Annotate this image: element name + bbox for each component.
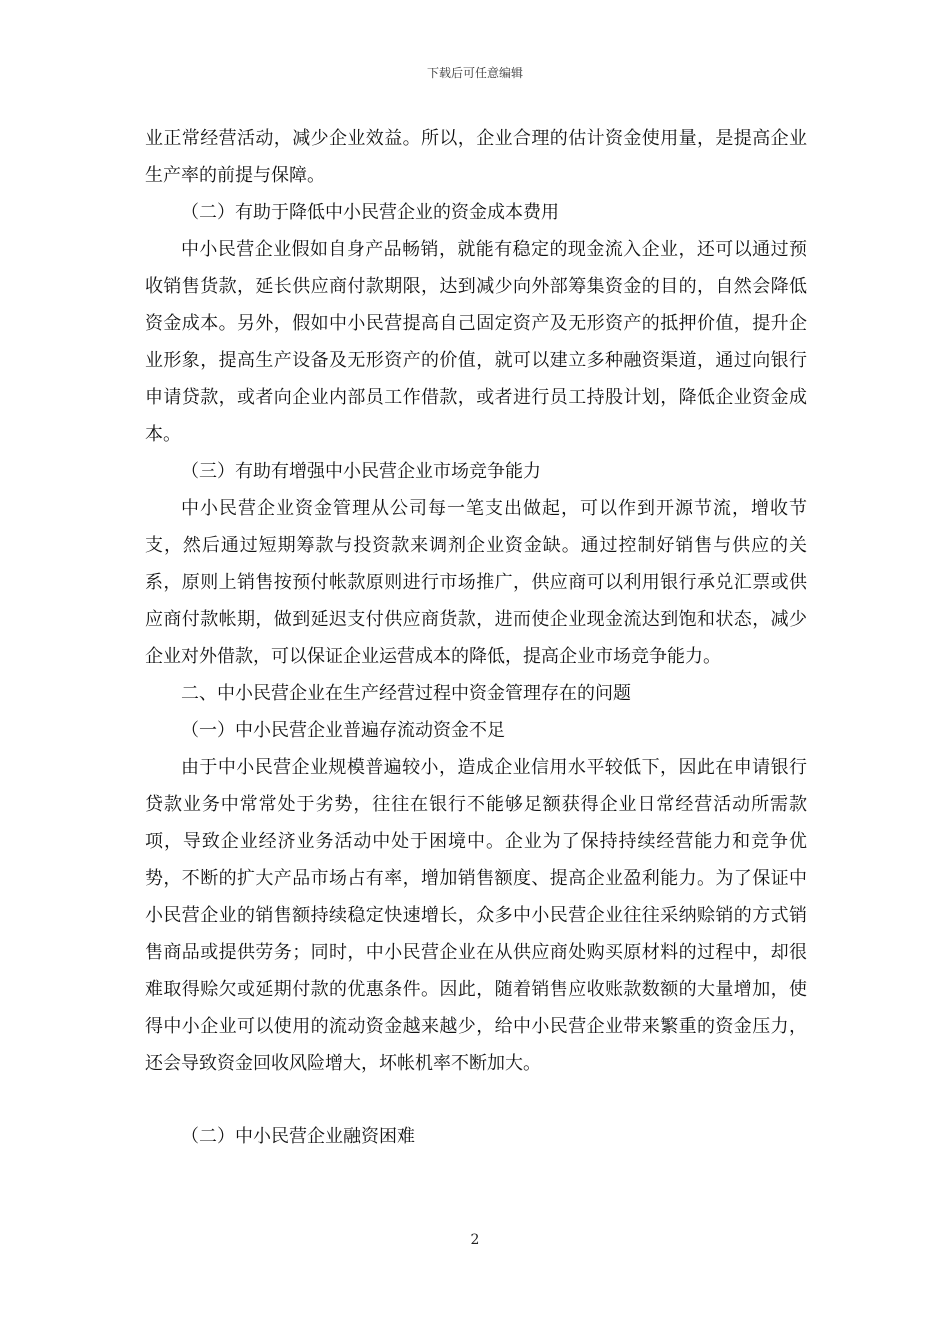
subheading-working-capital: （一）中小民营企业普遍存流动资金不足 [181, 720, 505, 741]
paragraph-working-capital: 由于中小民营企业规模普遍较小，造成企业信用水平较低下，因此在申请银行贷款业务中常常处于劣势，往往在银行不能够足额获得企业日常经营活动所需款项，导致企业经济业务活动中处于困境中。企业为了保持持续经营能力和竞争优势，不断的扩大产品市场占有率，增加销售额度、提高企业盈利能力。为了保证中小民营企业的销售额持续稳定快速增长，众多中小民营企业往往采纳赊销的方式销售商品或提供劳务；同时，中小民营企业在从供应商处购买原材料的过程中，却很难取得赊欠或延期付款的优惠条件。因此，随着销售应收账款数额的大量增加，使得中小企业可以使用的流动资金越来越少，给中小民营企业带来繁重的资金压力，还会导致资金回收风险增大，坏帐机率不断加大。 [145, 757, 807, 1074]
subheading-competitiveness: （三）有助有增强中小民营企业市场竞争能力 [181, 461, 541, 482]
document-body [145, 120, 807, 1155]
paragraph-continued: 业正常经营活动，减少企业效益。所以，企业合理的估计资金使用量，是提高企业生产率的前提与保障。 [145, 128, 807, 186]
page-header: 下载后可任意编辑 [426, 66, 523, 80]
paragraph-reduce-cost: 中小民营企业假如自身产品畅销，就能有稳定的现金流入企业，还可以通过预收销售货款，延长供应商付款期限，达到减少向外部筹集资金的目的，自然会降低资金成本。另外，假如中小民营提高自己固定资产及无形资产的抵押价值，提升企业形象，提高生产设备及无形资产的价值，就可以建立多种融资渠道，通过向银行申请贷款，或者向企业内部员工作借款，或者进行员工持股计划，降低企业资金成本。 [145, 239, 807, 445]
subheading-financing: （二）中小民营企业融资困难 [181, 1126, 415, 1147]
subheading-reduce-cost: （二）有助于降低中小民营企业的资金成本费用 [181, 202, 559, 223]
paragraph-gap [145, 1082, 807, 1118]
page-number: 2 [470, 1232, 480, 1248]
paragraph-competitiveness: 中小民营企业资金管理从公司每一笔支出做起，可以作到开源节流，增收节支，然后通过短期筹款与投资款来调剂企业资金缺。通过控制好销售与供应的关系，原则上销售按预付帐款原则进行市场推广，供应商可以利用银行承兑汇票或供应商付款帐期，做到延迟支付供应商货款，进而使企业现金流达到饱和状态，减少企业对外借款，可以保证企业运营成本的降低，提高企业市场竞争能力。 [145, 498, 807, 667]
section-heading-problems: 二、中小民营企业在生产经营过程中资金管理存在的问题 [181, 683, 631, 704]
